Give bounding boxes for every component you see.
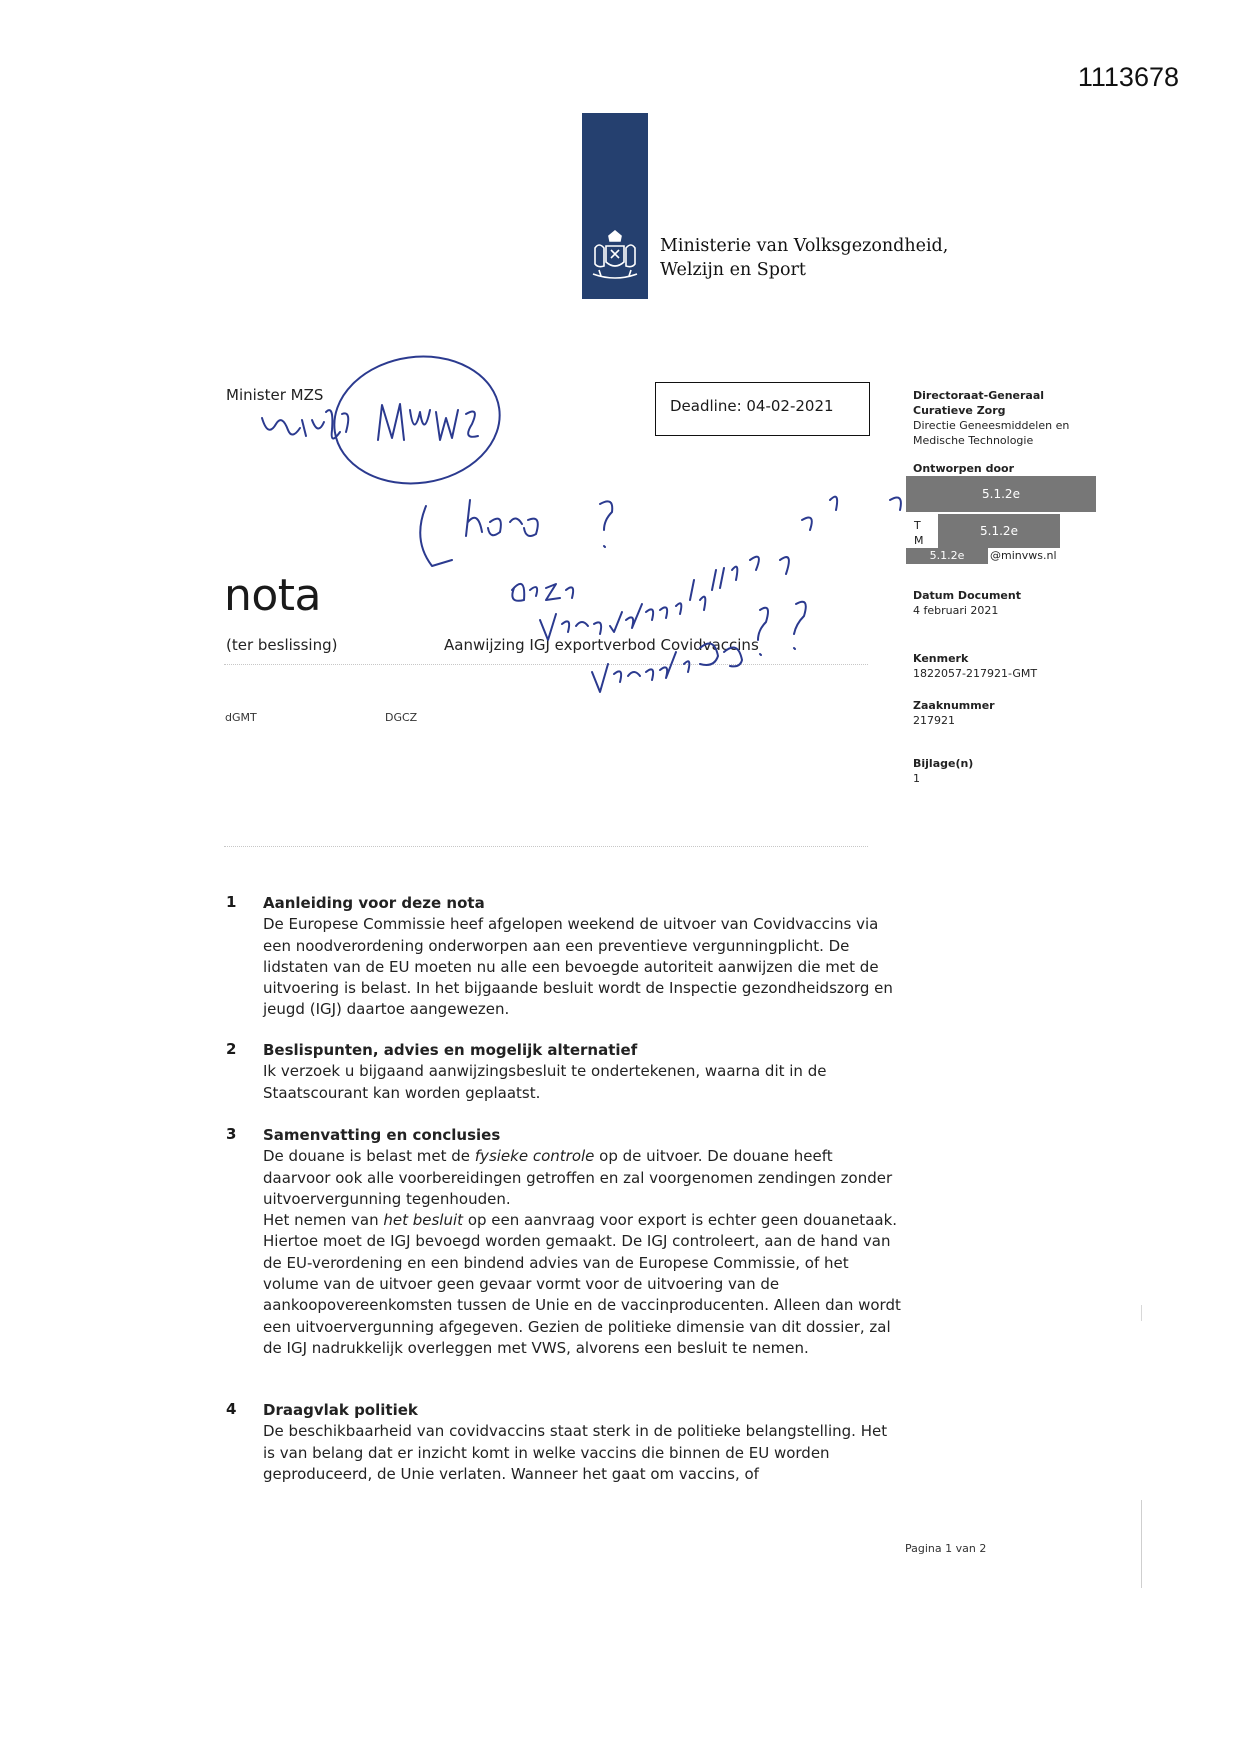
text-run: Het nemen van: [263, 1211, 384, 1230]
attachments-value: 1: [913, 772, 920, 785]
dept-line-2: Medische Technologie: [913, 434, 1034, 447]
email-suffix: @minvws.nl: [990, 549, 1057, 562]
document-type-title: nota: [224, 570, 322, 621]
section-paragraph: De Europese Commissie heef afgelopen weekend de uitvoer van Covidvaccins via een noodverordening onderworpen aan een preventieve vergunningplicht. De lidstaten van de EU moeten nu alle een bevoegde autoriteit aanwijzen die met de uitvoering is belast. In het bijgaande besluit wordt de Inspectie gezondheidszorg en jeugd (IGJ) daartoe aangewezen.: [263, 915, 893, 1019]
ministry-name: [660, 234, 948, 282]
royal-crest-icon: [587, 228, 643, 288]
text-run: De douane is belast met de: [263, 1147, 475, 1166]
case-number-label: Zaaknummer: [913, 699, 995, 712]
section-title: Beslispunten, advies en mogelijk alternatief: [263, 1041, 638, 1059]
date-value: 4 februari 2021: [913, 604, 999, 617]
emphasis: het besluit: [383, 1211, 464, 1230]
handwritten-ter-info: [262, 410, 348, 438]
handwritten-mvws: [378, 404, 478, 440]
section-number: 1: [226, 893, 237, 911]
section-1: [263, 893, 903, 1021]
emphasis: fysieke controle: [474, 1147, 595, 1166]
dept-line-1: Directie Geneesmiddelen en: [913, 419, 1070, 432]
text-run: op de uitvoer. De douane heeft daarvoor ook alle voorbereidingen getroffen en zal voorgenomen zendingen zonder uitvoervergunning tegenhouden.: [263, 1147, 893, 1208]
document-purpose: (ter beslissing): [226, 636, 338, 654]
section-2: [263, 1040, 903, 1104]
section-paragraph: Ik verzoek u bijgaand aanwijzingsbesluit te ondertekenen, waarna dit in de Staatscourant kan worden geplaatst.: [263, 1062, 827, 1102]
org-line-2: Curatieve Zorg: [913, 404, 1006, 417]
date-label: Datum Document: [913, 589, 1021, 602]
t-label: T: [914, 519, 921, 532]
attachments-label: Bijlage(n): [913, 757, 974, 770]
routing-dgcz: DGCZ: [385, 711, 418, 724]
scan-edge-line: [1141, 1305, 1142, 1321]
reference-value: 1822057-217921-GMT: [913, 667, 1038, 680]
section-number: 3: [226, 1125, 237, 1143]
deadline-box: [655, 382, 870, 436]
phone-labels: [914, 518, 924, 548]
handwritten-arrow: [420, 506, 452, 566]
scan-edge-line: [1141, 1500, 1142, 1588]
section-paragraph: [263, 1146, 903, 1210]
deadline-text: Deadline: 04-02-2021: [670, 397, 834, 415]
page-number: Pagina 1 van 2: [905, 1542, 987, 1555]
handwritten-verantwoordelijkheid: [512, 497, 901, 649]
section-title: Samenvatting en conclusies: [263, 1126, 501, 1144]
case-number-block: [913, 698, 1103, 728]
routing-dgmt: dGMT: [225, 711, 257, 724]
case-number-value: 217921: [913, 714, 955, 727]
redaction-box: 5.1.2e: [906, 476, 1096, 512]
designed-by-label: Ontworpen door: [913, 462, 1014, 475]
date-block: [913, 588, 1103, 618]
section-3: [263, 1125, 903, 1359]
handwritten-horo: [466, 500, 612, 547]
section-4: [263, 1400, 903, 1485]
text-run: op een aanvraag voor export is echter geen douanetaak. Hiertoe moet de IGJ bevoegd worden gemaakt. De IGJ controleert, aan de hand van de EU-verordening en een bindend advies van de Europese Commissie, of het volume van de uitvoer geen gevaar vormt voor de uitvoering van de aankoopovereenkomsten tussen de Unie en de vaccinproducenten. Alleen dan wordt een uitvoervergunning afgegeven. Gezien de politieke dimensie van dit dossier, zal de IGJ nadrukkelijk overleggen met VWS, alvorens een besluit te nemen.: [263, 1211, 901, 1357]
reference-label: Kenmerk: [913, 652, 969, 665]
section-title: Aanleiding voor deze nota: [263, 894, 485, 912]
sidebar-organisation: [913, 388, 1103, 448]
section-number: 2: [226, 1040, 237, 1058]
section-title: Draagvlak politiek: [263, 1401, 418, 1419]
attachments-block: [913, 756, 1103, 786]
document-number: 1113678: [1077, 62, 1179, 92]
addressee: Minister MZS: [226, 386, 324, 404]
section-paragraph: [263, 1210, 903, 1359]
reference-block: [913, 651, 1103, 681]
ministry-name-line-2: Welzijn en Sport: [660, 260, 806, 280]
org-line-1: Directoraat-Generaal: [913, 389, 1045, 402]
section-paragraph: De beschikbaarheid van covidvaccins staat sterk in de politieke belangstelling. Het is van belang dat er inzicht komt in welke vaccins die binnen de EU worden geproduceerd, de Unie verlaten. Wanneer het gaat om vaccins, of: [263, 1422, 888, 1483]
section-number: 4: [226, 1400, 237, 1418]
divider: [224, 846, 868, 847]
handwritten-circle: [326, 346, 508, 494]
document-subject: Aanwijzing IGJ exportverbod Covidvaccins: [444, 636, 759, 654]
m-label: M: [914, 534, 924, 547]
redaction-box: 5.1.2e: [906, 548, 988, 564]
divider: [224, 664, 868, 665]
ministry-name-line-1: Ministerie van Volksgezondheid,: [660, 236, 949, 256]
redaction-box: 5.1.2e: [938, 514, 1060, 548]
